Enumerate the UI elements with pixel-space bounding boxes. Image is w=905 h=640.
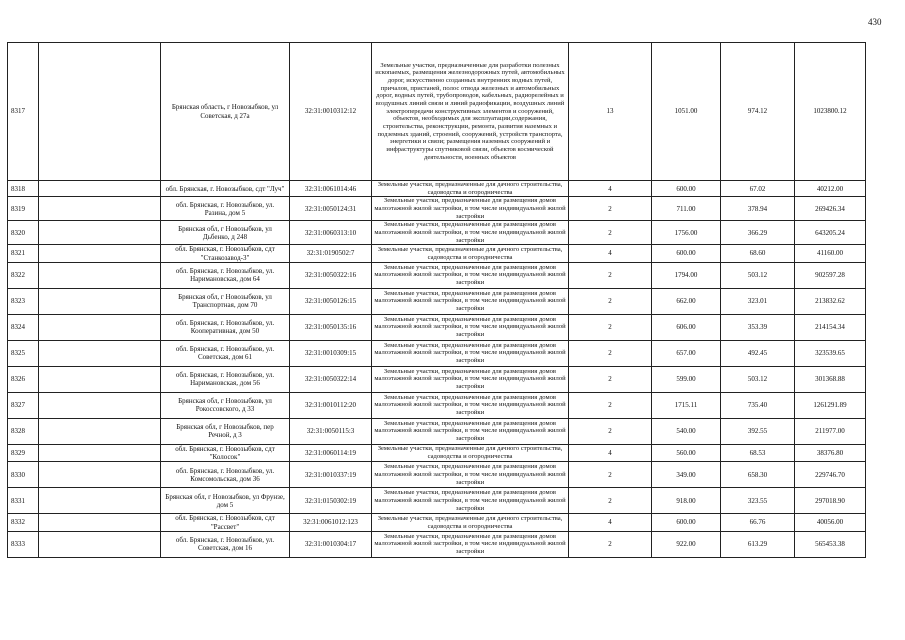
use-group-cell: 2	[569, 418, 652, 444]
area-cell: 600.00	[652, 514, 721, 532]
cadastral-value-cell: 41160.00	[795, 245, 866, 263]
specific-value-cell: 67.02	[721, 181, 795, 197]
cadastral-number-cell: 32:31:0010112:20	[290, 392, 372, 418]
use-group-cell: 4	[569, 444, 652, 462]
cadastral-number-cell: 32:31:0061012:123	[290, 514, 372, 532]
area-cell: 600.00	[652, 245, 721, 263]
table-row	[8, 197, 866, 221]
table-body	[8, 43, 866, 558]
specific-value-cell: 613.29	[721, 531, 795, 557]
specific-value-cell: 323.01	[721, 288, 795, 314]
row-number-cell: 8320	[8, 221, 39, 245]
row-number-cell: 8330	[8, 462, 39, 488]
page-number: 430	[868, 17, 882, 27]
table-row	[8, 245, 866, 263]
area-cell: 711.00	[652, 197, 721, 221]
address-cell: Брянская область, г Новозыбков, ул Советская, д 27а	[161, 43, 290, 181]
address-cell: Брянская обл, г Новозыбков, ул Транспортная, дом 70	[161, 288, 290, 314]
cadastral-value-cell: 211977.00	[795, 418, 866, 444]
use-group-cell: 2	[569, 366, 652, 392]
cadastral-number-cell: 32:31:0050115:3	[290, 418, 372, 444]
empty-cell	[39, 288, 161, 314]
empty-cell	[39, 181, 161, 197]
empty-cell	[39, 366, 161, 392]
area-cell: 1715.11	[652, 392, 721, 418]
cadastral-number-cell: 32:31:0010309:15	[290, 340, 372, 366]
specific-value-cell: 974.12	[721, 43, 795, 181]
area-cell: 540.00	[652, 418, 721, 444]
area-cell: 1794.00	[652, 262, 721, 288]
cadastral-value-cell: 40056.00	[795, 514, 866, 532]
empty-cell	[39, 514, 161, 532]
land-use-cell: Земельные участки, предназначенные для дачного строительства, садоводства и огородничества	[372, 245, 569, 263]
address-cell: Брянская обл, г Новозыбков, пер Речной, д 3	[161, 418, 290, 444]
specific-value-cell: 68.60	[721, 245, 795, 263]
land-use-cell: Земельные участки, предназначенные для размещения домов малоэтажной жилой застройки, в том числе индивидуальной жилой застройки	[372, 392, 569, 418]
area-cell: 657.00	[652, 340, 721, 366]
cadastral-number-cell: 32:31:0050135:16	[290, 314, 372, 340]
cadastral-value-cell: 1023800.12	[795, 43, 866, 181]
area-cell: 922.00	[652, 531, 721, 557]
use-group-cell: 2	[569, 462, 652, 488]
row-number-cell: 8333	[8, 531, 39, 557]
address-cell: Брянская обл, г Новозыбков, ул Фрунзе, дом 5	[161, 488, 290, 514]
land-use-cell: Земельные участки, предназначенные для размещения домов малоэтажной жилой застройки, в том числе индивидуальной жилой застройки	[372, 366, 569, 392]
area-cell: 918.00	[652, 488, 721, 514]
address-cell: Брянская обл, г Новозыбков, ул Дьбенко, д 248	[161, 221, 290, 245]
cadastral-value-cell: 213832.62	[795, 288, 866, 314]
use-group-cell: 2	[569, 197, 652, 221]
specific-value-cell: 353.39	[721, 314, 795, 340]
row-number-cell: 8326	[8, 366, 39, 392]
specific-value-cell: 492.45	[721, 340, 795, 366]
use-group-cell: 2	[569, 488, 652, 514]
table-row	[8, 288, 866, 314]
empty-cell	[39, 340, 161, 366]
row-number-cell: 8322	[8, 262, 39, 288]
land-use-cell: Земельные участки, предназначенные для размещения домов малоэтажной жилой застройки, в том числе индивидуальной жилой застройки	[372, 262, 569, 288]
table-row	[8, 418, 866, 444]
empty-cell	[39, 444, 161, 462]
use-group-cell: 4	[569, 245, 652, 263]
address-cell: обл. Брянская, г. Новозыбков, сдт "Станкозавод-3"	[161, 245, 290, 263]
cadastral-number-cell: 32:31:0050126:15	[290, 288, 372, 314]
cadastral-value-cell: 229746.70	[795, 462, 866, 488]
area-cell: 1756.00	[652, 221, 721, 245]
table-row	[8, 181, 866, 197]
row-number-cell: 8323	[8, 288, 39, 314]
empty-cell	[39, 245, 161, 263]
cadastral-number-cell: 32:31:0050124:31	[290, 197, 372, 221]
row-number-cell: 8319	[8, 197, 39, 221]
row-number-cell: 8328	[8, 418, 39, 444]
address-cell: обл. Брянская, г. Новозыбков, сдт "Луч"	[161, 181, 290, 197]
cadastral-value-cell: 301368.88	[795, 366, 866, 392]
specific-value-cell: 366.29	[721, 221, 795, 245]
row-number-cell: 8331	[8, 488, 39, 514]
land-use-cell: Земельные участки, предназначенные для дачного строительства, садоводства и огородничества	[372, 181, 569, 197]
address-cell: обл. Брянская, г. Новозыбков, ул. Разина, дом 5	[161, 197, 290, 221]
empty-cell	[39, 314, 161, 340]
specific-value-cell: 323.55	[721, 488, 795, 514]
land-use-cell: Земельные участки, предназначенные для дачного строительства, садоводства и огородничества	[372, 514, 569, 532]
address-cell: обл. Брянская, г. Новозыбков, ул. Наримановская, дом 64	[161, 262, 290, 288]
cadastral-value-cell: 269426.34	[795, 197, 866, 221]
specific-value-cell: 392.55	[721, 418, 795, 444]
table-row	[8, 444, 866, 462]
specific-value-cell: 658.30	[721, 462, 795, 488]
row-number-cell: 8327	[8, 392, 39, 418]
address-cell: обл. Брянская, г. Новозыбков, ул. Советская, дом 16	[161, 531, 290, 557]
address-cell: обл. Брянская, г. Новозыбков, ул. Наримановская, дом 56	[161, 366, 290, 392]
use-group-cell: 4	[569, 181, 652, 197]
cadastral-number-cell: 32:31:0010337:19	[290, 462, 372, 488]
cadastral-value-cell: 38376.80	[795, 444, 866, 462]
cadastral-number-cell: 32:31:0190502:7	[290, 245, 372, 263]
empty-cell	[39, 221, 161, 245]
cadastral-value-cell: 297018.90	[795, 488, 866, 514]
cadastral-value-cell: 643205.24	[795, 221, 866, 245]
land-use-cell: Земельные участки, предназначенные для размещения домов малоэтажной жилой застройки, в том числе индивидуальной жилой застройки	[372, 288, 569, 314]
table-row	[8, 43, 866, 181]
cadastral-number-cell: 32:31:0150302:19	[290, 488, 372, 514]
address-cell: обл. Брянская, г. Новозыбков, сдт "Колосок"	[161, 444, 290, 462]
empty-cell	[39, 392, 161, 418]
table-row	[8, 514, 866, 532]
cadastral-number-cell: 32:31:0050322:16	[290, 262, 372, 288]
cadastral-value-cell: 902597.28	[795, 262, 866, 288]
use-group-cell: 2	[569, 288, 652, 314]
area-cell: 349.00	[652, 462, 721, 488]
empty-cell	[39, 197, 161, 221]
cadastral-value-cell: 40212.00	[795, 181, 866, 197]
use-group-cell: 2	[569, 340, 652, 366]
address-cell: обл. Брянская, г. Новозыбков, ул. Комсомольская, дом 36	[161, 462, 290, 488]
cadastral-value-cell: 214154.34	[795, 314, 866, 340]
row-number-cell: 8318	[8, 181, 39, 197]
table-row	[8, 262, 866, 288]
table-row	[8, 221, 866, 245]
row-number-cell: 8329	[8, 444, 39, 462]
cadastral-value-cell: 1261291.89	[795, 392, 866, 418]
land-use-cell: Земельные участки, предназначенные для размещения домов малоэтажной жилой застройки, в том числе индивидуальной жилой застройки	[372, 418, 569, 444]
table-row	[8, 366, 866, 392]
specific-value-cell: 503.12	[721, 262, 795, 288]
row-number-cell: 8325	[8, 340, 39, 366]
table-row	[8, 488, 866, 514]
land-use-cell: Земельные участки, предназначенные для размещения домов малоэтажной жилой застройки, в том числе индивидуальной жилой застройки	[372, 314, 569, 340]
address-cell: Брянская обл, г Новозыбков, ул Рокоссовского, д 33	[161, 392, 290, 418]
table-row	[8, 314, 866, 340]
land-use-cell: Земельные участки, предназначенные для размещения домов малоэтажной жилой застройки, в том числе индивидуальной жилой застройки	[372, 197, 569, 221]
use-group-cell: 2	[569, 314, 652, 340]
empty-cell	[39, 531, 161, 557]
specific-value-cell: 68.53	[721, 444, 795, 462]
use-group-cell: 13	[569, 43, 652, 181]
cadastral-number-cell: 32:31:0060313:10	[290, 221, 372, 245]
address-cell: обл. Брянская, г. Новозыбков, ул. Советская, дом 61	[161, 340, 290, 366]
row-number-cell: 8324	[8, 314, 39, 340]
table-row	[8, 531, 866, 557]
row-number-cell: 8321	[8, 245, 39, 263]
cadastral-number-cell: 32:31:0050322:14	[290, 366, 372, 392]
cadastral-value-cell: 323539.65	[795, 340, 866, 366]
land-use-cell: Земельные участки, предназначенные для разработки полезных ископаемых, размещения железнодорожных путей, автомобильных дорог, искусственно созданных внутренних водных путей, причалов, пристаней, полос отвода железных и автомобильных дорог, водных путей, трубопроводов, кабельных, радиорелейных и воздушных линий связи и линий радиофикации, воздушных линий электропередачи конструктивных элементов и сооружений, объектов, необходимых для эксплуатации,содержания, строительства, реконструкции, ремонта, развития наземных и подземных зданий, строений, сооружений, устройств транспорта, энергетики и связи; размещения наземных сооружений и инфраструктуры спутниковой связи, объектов космической деятельности, военных объектов	[372, 43, 569, 181]
address-cell: обл. Брянская, г. Новозыбков, ул. Кооперативная, дом 50	[161, 314, 290, 340]
cadastral-number-cell: 32:31:0060114:19	[290, 444, 372, 462]
land-use-cell: Земельные участки, предназначенные для размещения домов малоэтажной жилой застройки, в том числе индивидуальной жилой застройки	[372, 488, 569, 514]
specific-value-cell: 378.94	[721, 197, 795, 221]
use-group-cell: 2	[569, 262, 652, 288]
row-number-cell: 8317	[8, 43, 39, 181]
use-group-cell: 2	[569, 392, 652, 418]
cadastral-number-cell: 32:31:0010312:12	[290, 43, 372, 181]
row-number-cell: 8332	[8, 514, 39, 532]
cadastral-value-cell: 565453.38	[795, 531, 866, 557]
land-use-cell: Земельные участки, предназначенные для размещения домов малоэтажной жилой застройки, в том числе индивидуальной жилой застройки	[372, 221, 569, 245]
specific-value-cell: 503.12	[721, 366, 795, 392]
specific-value-cell: 735.40	[721, 392, 795, 418]
table-row	[8, 340, 866, 366]
empty-cell	[39, 462, 161, 488]
empty-cell	[39, 418, 161, 444]
address-cell: обл. Брянская, г. Новозыбков, сдт "Рассвет"	[161, 514, 290, 532]
use-group-cell: 2	[569, 221, 652, 245]
area-cell: 1051.00	[652, 43, 721, 181]
use-group-cell: 2	[569, 531, 652, 557]
area-cell: 662.00	[652, 288, 721, 314]
specific-value-cell: 66.76	[721, 514, 795, 532]
land-use-cell: Земельные участки, предназначенные для размещения домов малоэтажной жилой застройки, в том числе индивидуальной жилой застройки	[372, 462, 569, 488]
land-use-cell: Земельные участки, предназначенные для дачного строительства, садоводства и огородничества	[372, 444, 569, 462]
land-use-cell: Земельные участки, предназначенные для размещения домов малоэтажной жилой застройки, в том числе индивидуальной жилой застройки	[372, 531, 569, 557]
table-row	[8, 462, 866, 488]
cadastral-number-cell: 32:31:0010304:17	[290, 531, 372, 557]
area-cell: 606.00	[652, 314, 721, 340]
empty-cell	[39, 262, 161, 288]
use-group-cell: 4	[569, 514, 652, 532]
cadastral-number-cell: 32:31:0061014:46	[290, 181, 372, 197]
land-use-cell: Земельные участки, предназначенные для размещения домов малоэтажной жилой застройки, в том числе индивидуальной жилой застройки	[372, 340, 569, 366]
cadastral-value-table	[7, 42, 866, 558]
empty-cell	[39, 488, 161, 514]
area-cell: 560.00	[652, 444, 721, 462]
area-cell: 600.00	[652, 181, 721, 197]
empty-cell	[39, 43, 161, 181]
table-row	[8, 392, 866, 418]
area-cell: 599.00	[652, 366, 721, 392]
